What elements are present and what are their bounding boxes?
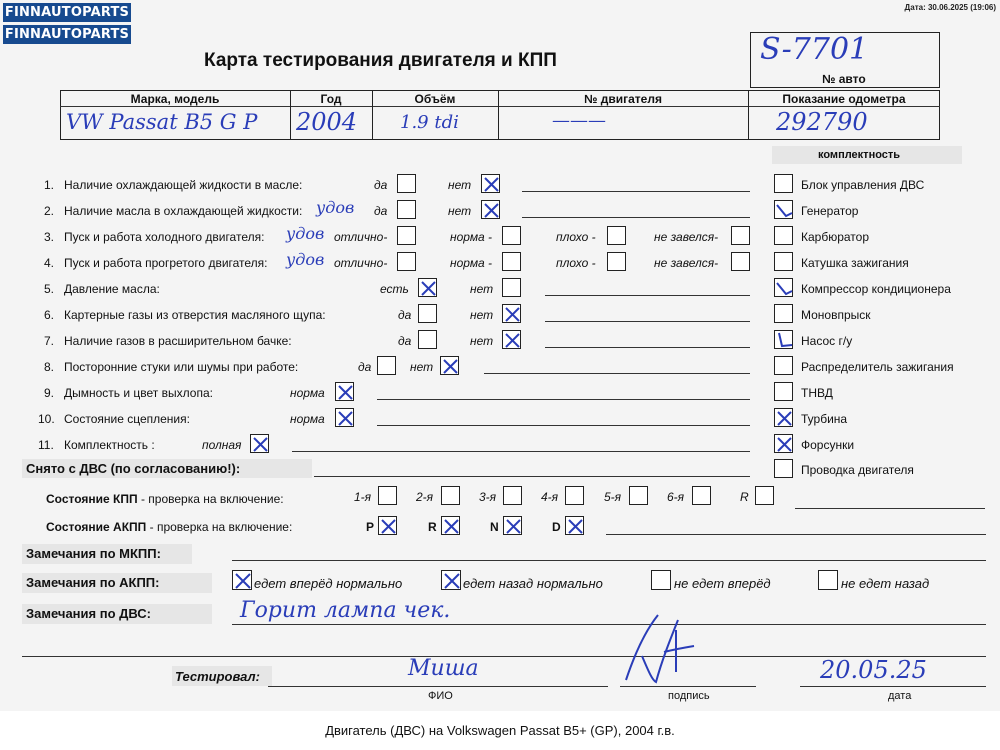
checkbox-no-start[interactable] <box>731 226 750 245</box>
option-label: нет <box>410 360 434 374</box>
akpp-gear-label: P <box>366 520 375 534</box>
answer-line <box>268 686 608 687</box>
gear-label: 3-я <box>479 490 497 504</box>
answer-line <box>606 534 986 535</box>
value-volume: 1.9 tdi <box>400 112 459 133</box>
akpp-gear-checkbox[interactable] <box>565 516 584 535</box>
check-mark-icon <box>336 409 355 428</box>
table-divider <box>60 106 940 107</box>
header-volume: Объём <box>414 92 456 106</box>
answer-line <box>377 425 750 426</box>
gear-label: R <box>740 490 749 504</box>
question-number: 11. <box>38 438 54 452</box>
part-label: Насос г/у <box>801 334 853 348</box>
option-label: нет <box>470 282 494 296</box>
akpp-label <box>46 520 292 534</box>
check-mark-icon <box>482 175 501 194</box>
test-date: 20.05.25 <box>820 656 927 684</box>
kpp-label <box>46 492 284 506</box>
auto-number-value: S-7701 <box>760 32 869 67</box>
question-text: Наличие масла в охлаждающей жидкости: <box>64 204 303 218</box>
check-mark-icon <box>775 201 794 220</box>
akpp-option-checkbox[interactable] <box>818 570 838 590</box>
header-make: Марка, модель <box>130 92 220 106</box>
akpp-gear-label: N <box>490 520 499 534</box>
question-text: Пуск и работа прогретого двигателя: <box>64 256 268 270</box>
part-checkbox[interactable] <box>774 252 793 271</box>
question-number: 6. <box>44 308 55 322</box>
check-mark-icon <box>504 517 523 536</box>
option-label: нет <box>470 334 494 348</box>
checkbox-excellent[interactable] <box>397 252 416 271</box>
question-number: 5. <box>44 282 55 296</box>
part-label: Распределитель зажигания <box>801 360 954 374</box>
header-year: Год <box>320 92 342 106</box>
checkbox-bad[interactable] <box>607 226 626 245</box>
akpp-label-rest: - проверка на включение: <box>146 520 293 534</box>
checkbox-no[interactable] <box>481 174 500 193</box>
option-label: норма - <box>450 230 493 244</box>
option-label: есть <box>380 282 409 296</box>
part-label: Форсунки <box>801 438 855 452</box>
gear-label: 5-я <box>604 490 622 504</box>
option-label: отлично- <box>334 256 388 270</box>
check-mark-icon <box>442 517 461 536</box>
handwritten-note: удов <box>286 250 325 269</box>
check-mark-icon <box>251 435 270 454</box>
checkbox-no[interactable] <box>502 278 521 297</box>
akpp-gear-checkbox[interactable] <box>378 516 397 535</box>
gear-checkbox[interactable] <box>378 486 397 505</box>
option-label: да <box>398 308 412 322</box>
check-mark-icon <box>503 331 522 350</box>
remarks-mkpp-label: Замечания по МКПП: <box>26 546 161 561</box>
answer-line <box>800 686 986 687</box>
option-label: отлично- <box>334 230 388 244</box>
question-text: Давление масла: <box>64 282 160 296</box>
date-stamp: Дата: 30.06.2025 (19:06) <box>904 3 996 12</box>
check-mark-icon <box>482 201 501 220</box>
part-label: Турбина <box>801 412 848 426</box>
part-label: Компрессор кондиционера <box>801 282 951 296</box>
question-text: Посторонние стуки или шумы при работе: <box>64 360 299 374</box>
answer-line <box>377 399 750 400</box>
auto-number-label: № авто <box>822 72 866 86</box>
option-label: не завелся- <box>654 256 719 270</box>
form-title: Карта тестирования двигателя и КПП <box>204 50 557 71</box>
header-engine-no: № двигателя <box>584 92 662 106</box>
check-mark-icon <box>441 357 460 376</box>
gear-label: 4-я <box>541 490 559 504</box>
checkbox-yes[interactable] <box>397 200 416 219</box>
akpp-option-checkbox[interactable] <box>651 570 671 590</box>
option-label: нет <box>448 178 472 192</box>
part-checkbox[interactable] <box>774 434 793 453</box>
checkbox-yes[interactable] <box>418 278 437 297</box>
answer-line <box>545 321 750 322</box>
akpp-gear-checkbox[interactable] <box>503 516 522 535</box>
check-mark-icon <box>775 279 794 298</box>
question-text: Состояние сцепления: <box>64 412 190 426</box>
checkbox-yes[interactable] <box>377 356 396 375</box>
answer-line <box>314 476 750 477</box>
part-checkbox[interactable] <box>774 382 793 401</box>
check-mark-icon <box>233 571 253 591</box>
answer-line <box>232 624 986 625</box>
check-mark-icon <box>775 409 794 428</box>
answer-line <box>522 217 750 218</box>
answer-line <box>292 451 750 452</box>
part-checkbox[interactable] <box>774 459 793 478</box>
akpp-gear-label: R <box>428 520 437 534</box>
option-label: нет <box>448 204 472 218</box>
part-label: Моновпрыск <box>801 308 871 322</box>
answer-line <box>545 347 750 348</box>
date-label: дата <box>888 690 912 702</box>
handwritten-note: удов <box>316 198 355 217</box>
gear-label: 1-я <box>354 490 372 504</box>
checkbox-yes[interactable] <box>397 174 416 193</box>
remarks-dvs-label: Замечания по ДВС: <box>26 606 151 621</box>
check-mark-icon <box>379 517 398 536</box>
question-text: Картерные газы из отверстия масляного щупа: <box>64 308 326 322</box>
checkbox-normal[interactable] <box>502 226 521 245</box>
tested-label: Тестировал: <box>175 669 260 684</box>
question-number: 3. <box>44 230 55 244</box>
image-caption: Двигатель (ДВС) на Volkswagen Passat B5+ (GP), 2004 г.в. <box>0 711 1000 750</box>
akpp-option-checkbox[interactable] <box>232 570 252 590</box>
question-text: Дымность и цвет выхлопа: <box>64 386 213 400</box>
kpp-label-rest: - проверка на включение: <box>137 492 284 506</box>
option-label: не завелся- <box>654 230 719 244</box>
check-mark-icon <box>442 571 462 591</box>
part-label: Проводка двигателя <box>801 463 914 477</box>
value-engine-no: ——— <box>552 110 606 131</box>
remarks-akpp-label: Замечания по АКПП: <box>26 575 160 590</box>
answer-line <box>484 373 750 374</box>
part-checkbox[interactable] <box>774 408 793 427</box>
check-mark-icon <box>336 383 355 402</box>
akpp-option-label: не едет назад <box>841 576 930 591</box>
option-label: да <box>358 360 372 374</box>
akpp-label-bold: Состояние АКПП <box>46 520 147 534</box>
gear-label: 2-я <box>416 490 434 504</box>
checkbox-excellent[interactable] <box>397 226 416 245</box>
part-checkbox[interactable] <box>774 200 793 219</box>
check-mark-icon <box>419 279 438 298</box>
checkbox-normal[interactable] <box>502 252 521 271</box>
tester-name: Миша <box>408 656 479 681</box>
part-label: Генератор <box>801 204 859 218</box>
option-label: норма - <box>450 256 493 270</box>
watermark-logo: FINNAUTOPARTS <box>4 27 130 42</box>
part-checkbox[interactable] <box>774 226 793 245</box>
option-label: да <box>398 334 412 348</box>
answer-line <box>522 191 750 192</box>
part-checkbox[interactable] <box>774 174 793 193</box>
answer-line <box>795 508 985 509</box>
question-number: 1. <box>44 178 55 192</box>
fio-label: ФИО <box>428 690 453 702</box>
header-odometer: Показание одометра <box>782 92 906 106</box>
checkbox-no[interactable] <box>440 356 459 375</box>
answer-line <box>232 560 986 561</box>
check-mark-icon <box>775 435 794 454</box>
option-label: норма <box>290 412 325 426</box>
checkbox-no-start[interactable] <box>731 252 750 271</box>
option-label: плохо - <box>556 256 596 270</box>
akpp-option-label: не едет вперёд <box>674 576 771 591</box>
completeness-header: комплектность <box>818 149 901 161</box>
question-number: 4. <box>44 256 55 270</box>
check-mark-icon <box>566 517 585 536</box>
checkbox-normal[interactable] <box>335 408 354 427</box>
part-checkbox[interactable] <box>774 304 793 323</box>
gear-checkbox[interactable] <box>755 486 774 505</box>
part-label: Катушка зажигания <box>801 256 909 270</box>
part-checkbox[interactable] <box>774 330 793 349</box>
option-label: да <box>374 178 388 192</box>
question-text: Наличие охлаждающей жидкости в масле: <box>64 178 303 192</box>
gear-label: 6-я <box>667 490 685 504</box>
checkbox-no[interactable] <box>502 330 521 349</box>
handwritten-note: удов <box>286 224 325 243</box>
question-number: 10. <box>38 412 55 426</box>
option-label: нет <box>470 308 494 322</box>
check-mark-icon <box>503 305 522 324</box>
option-label: плохо - <box>556 230 596 244</box>
watermark-logo: FINNAUTOPARTS <box>4 5 130 20</box>
gear-checkbox[interactable] <box>629 486 648 505</box>
value-year: 2004 <box>296 108 358 136</box>
akpp-gear-checkbox[interactable] <box>441 516 460 535</box>
question-text: Наличие газов в расширительном бачке: <box>64 334 292 348</box>
question-number: 2. <box>44 204 55 218</box>
part-label: Блок управления ДВС <box>801 178 925 192</box>
akpp-option-label: едет вперёд нормально <box>254 576 403 591</box>
akpp-option-label: едет назад нормально <box>463 576 603 591</box>
checkbox-no[interactable] <box>481 200 500 219</box>
removed-label: Снято с ДВС (по согласованию!): <box>26 461 241 476</box>
value-make: VW Passat B5 G P <box>66 110 258 134</box>
answer-line <box>545 295 750 296</box>
checkbox-no[interactable] <box>502 304 521 323</box>
question-text: Пуск и работа холодного двигателя: <box>64 230 265 244</box>
question-text: Комплектность : <box>64 438 155 452</box>
signature-label: подпись <box>668 690 710 702</box>
option-label: норма <box>290 386 325 400</box>
part-label: Карбюратор <box>801 230 870 244</box>
remarks-dvs-value: Горит лампа чек. <box>240 598 451 623</box>
checkbox-normal[interactable] <box>335 382 354 401</box>
part-label: ТНВД <box>801 386 833 400</box>
gear-checkbox[interactable] <box>692 486 711 505</box>
checkbox-yes[interactable] <box>418 330 437 349</box>
part-checkbox[interactable] <box>774 356 793 375</box>
akpp-gear-label: D <box>552 520 561 534</box>
checkbox-yes[interactable] <box>418 304 437 323</box>
part-checkbox[interactable] <box>774 278 793 297</box>
option-label: да <box>374 204 388 218</box>
checkbox-full[interactable] <box>250 434 269 453</box>
gear-checkbox[interactable] <box>503 486 522 505</box>
checkbox-bad[interactable] <box>607 252 626 271</box>
check-mark-icon <box>775 331 794 350</box>
signature-scribble <box>618 610 698 690</box>
question-number: 9. <box>44 386 55 400</box>
gear-checkbox[interactable] <box>565 486 584 505</box>
option-label: полная <box>202 438 242 452</box>
value-odometer: 292790 <box>776 108 868 136</box>
gear-checkbox[interactable] <box>441 486 460 505</box>
kpp-label-bold: Состояние КПП <box>46 492 138 506</box>
question-number: 7. <box>44 334 55 348</box>
question-number: 8. <box>44 360 55 374</box>
akpp-option-checkbox[interactable] <box>441 570 461 590</box>
